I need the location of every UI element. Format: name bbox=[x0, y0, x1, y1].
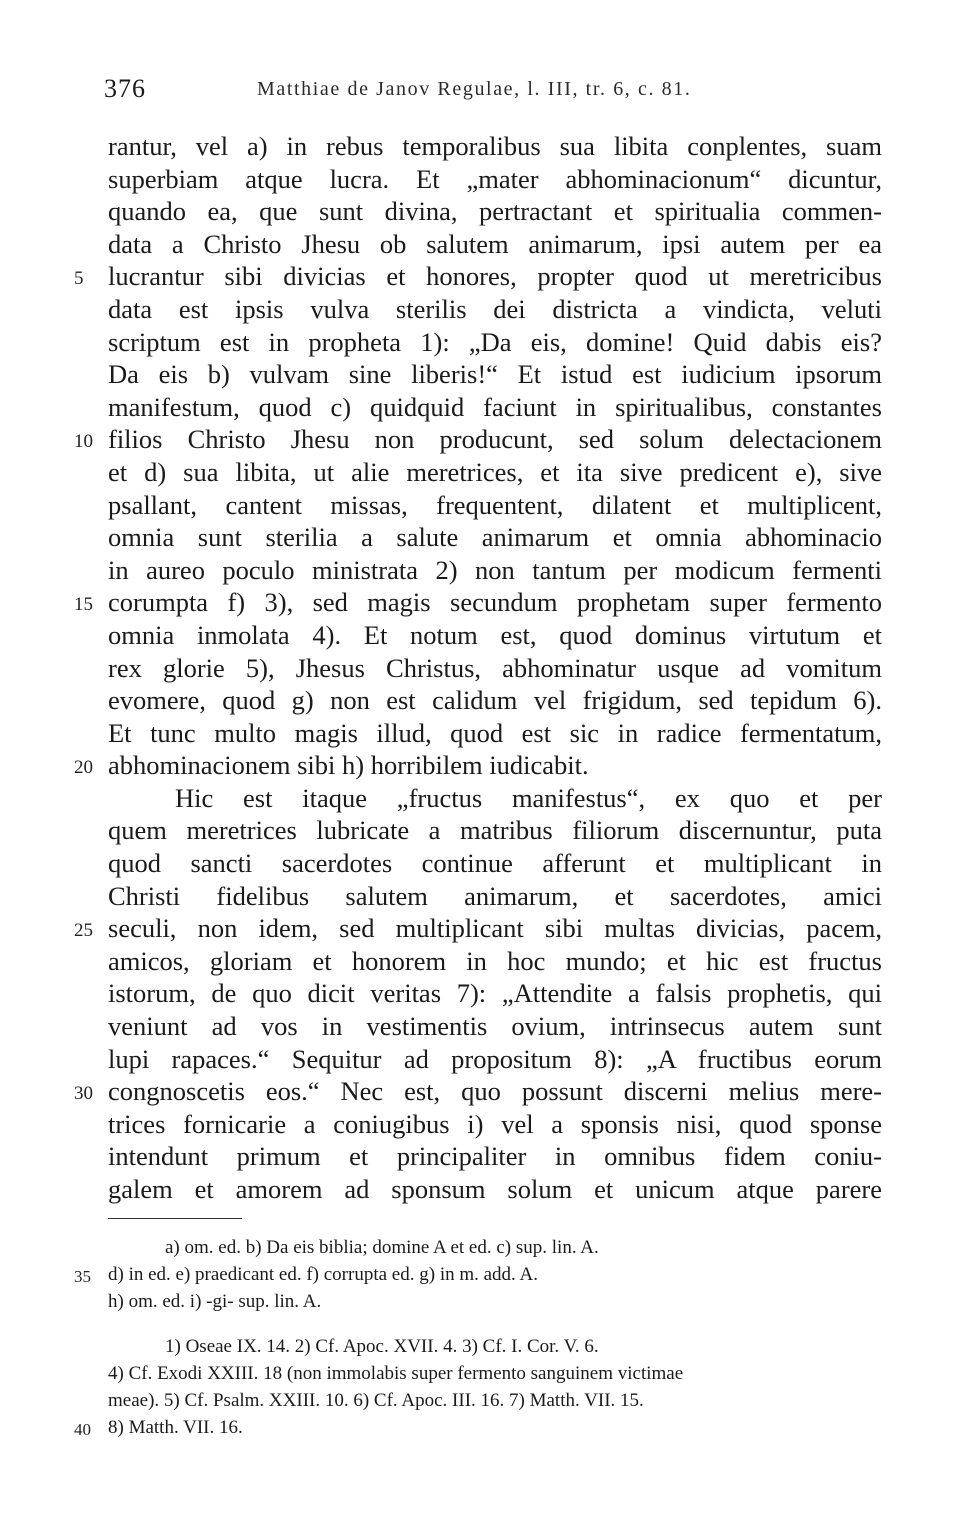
line-text: lucrantur sibi divicias et honores, propter quod ut meretricibus bbox=[108, 261, 882, 292]
line-number: 10 bbox=[74, 431, 93, 453]
line-text: amicos, gloriam et honorem in hoc mundo; et hic est fructus bbox=[108, 945, 882, 976]
line-text: in aureo poculo ministrata 2) non tantum per modicum fermenti bbox=[108, 554, 882, 585]
line-text: Christi fidelibus salutem animarum, et sacerdotes, amici bbox=[108, 880, 882, 911]
line-text: psallant, cantent missas, frequentent, dilatent et multiplicent, bbox=[108, 489, 882, 520]
footnote-line bbox=[0, 1360, 960, 1387]
footnote-line bbox=[0, 1234, 960, 1261]
text-line bbox=[0, 880, 960, 913]
text-line bbox=[0, 814, 960, 847]
footnote-text: h) om. ed. i) -gi- sup. lin. A. bbox=[108, 1291, 322, 1312]
main-text bbox=[0, 130, 960, 1206]
line-number: 20 bbox=[74, 757, 93, 779]
line-text: Hic est itaque „fructus manifestus“, ex quo et per bbox=[175, 782, 882, 813]
footnote-text: 8) Matth. VII. 16. bbox=[108, 1417, 243, 1438]
text-line bbox=[0, 1140, 960, 1173]
text-line bbox=[0, 1075, 960, 1108]
text-line bbox=[0, 619, 960, 652]
text-line bbox=[0, 195, 960, 228]
variant-notes bbox=[0, 1234, 960, 1315]
line-number: 25 bbox=[74, 920, 93, 942]
text-line bbox=[0, 749, 960, 782]
line-text: intendunt primum et principaliter in omnibus fidem coniu- bbox=[108, 1141, 882, 1172]
running-title: Matthiae de Janov Regulae, l. III, tr. 6, c. 81. bbox=[257, 78, 692, 100]
page-number: 376 bbox=[104, 74, 146, 103]
line-number: 40 bbox=[74, 1420, 91, 1439]
text-line bbox=[0, 456, 960, 489]
line-text: quod sancti sacerdotes continue afferunt et multiplicant in bbox=[108, 848, 882, 879]
footnote-text: meae). 5) Cf. Psalm. XXIII. 10. 6) Cf. Apoc. III. 16. 7) Matth. VII. 15. bbox=[108, 1390, 644, 1411]
footnote-text: a) om. ed. b) Da eis biblia; domine A et ed. c) sup. lin. A. bbox=[165, 1237, 599, 1258]
line-number: 30 bbox=[74, 1083, 93, 1105]
text-line bbox=[0, 684, 960, 717]
text-line bbox=[0, 1010, 960, 1043]
line-text: scriptum est in propheta 1): „Da eis, domine! Quid dabis eis? bbox=[108, 326, 882, 357]
line-text: data est ipsis vulva sterilis dei districta a vindicta, veluti bbox=[108, 293, 882, 324]
text-line bbox=[0, 228, 960, 261]
line-text: veniunt ad vos in vestimentis ovium, intrinsecus autem sunt bbox=[108, 1011, 882, 1042]
line-text: rantur, vel a) in rebus temporalibus sua libita conplentes, suam bbox=[108, 131, 882, 161]
line-text: trices fornicarie a coniugibus i) vel a sponsis nisi, quod sponse bbox=[108, 1108, 882, 1139]
text-line bbox=[0, 391, 960, 424]
line-number: 35 bbox=[74, 1267, 91, 1286]
footnote-line bbox=[0, 1261, 960, 1288]
line-text: quando ea, que sunt divina, pertractant et spiritualia commen- bbox=[108, 196, 882, 227]
text-line bbox=[0, 586, 960, 619]
text-line bbox=[0, 326, 960, 359]
line-number: 15 bbox=[74, 594, 93, 616]
text-line bbox=[0, 1043, 960, 1076]
footnote-text: 1) Oseae IX. 14. 2) Cf. Apoc. XVII. 4. 3) Cf. I. Cor. V. 6. bbox=[165, 1336, 599, 1357]
line-text: omnia sunt sterilia a salute animarum et omnia abhominacio bbox=[108, 522, 882, 553]
line-text: abhominacionem sibi h) horribilem iudicabit. bbox=[108, 750, 589, 781]
line-text: Et tunc multo magis illud, quod est sic in radice fermentatum, bbox=[108, 717, 882, 748]
text-line bbox=[0, 1173, 960, 1206]
text-line bbox=[0, 1108, 960, 1141]
text-line bbox=[0, 163, 960, 196]
footnote-rule bbox=[108, 1218, 242, 1219]
footnote-text: 4) Cf. Exodi XXIII. 18 (non immolabis super fermento sanguinem victimae bbox=[108, 1363, 684, 1384]
footnotes bbox=[0, 1234, 960, 1441]
text-line bbox=[0, 782, 960, 815]
footnote-text: d) in ed. e) praedicant ed. f) corrupta ed. g) in m. add. A. bbox=[108, 1264, 538, 1285]
page-header bbox=[0, 74, 960, 104]
line-text: rex glorie 5), Jhesus Christus, abhominatur usque ad vomitum bbox=[108, 652, 882, 683]
text-line bbox=[0, 652, 960, 685]
line-text: congnoscetis eos.“ Nec est, quo possunt discerni melius mere- bbox=[108, 1076, 882, 1107]
line-text: lupi rapaces.“ Sequitur ad propositum 8): „A fructibus eorum bbox=[108, 1043, 882, 1074]
text-line bbox=[0, 847, 960, 880]
text-line bbox=[0, 717, 960, 750]
text-line bbox=[0, 489, 960, 522]
footnote-line bbox=[0, 1414, 960, 1441]
text-line bbox=[0, 293, 960, 326]
line-text: manifestum, quod c) quidquid faciunt in spiritualibus, constantes bbox=[108, 391, 882, 422]
line-number: 5 bbox=[74, 268, 84, 290]
source-notes bbox=[0, 1333, 960, 1441]
text-line bbox=[0, 521, 960, 554]
text-line bbox=[0, 977, 960, 1010]
footnote-line bbox=[0, 1333, 960, 1360]
footnote-line bbox=[0, 1387, 960, 1414]
text-line bbox=[0, 945, 960, 978]
line-text: seculi, non idem, sed multiplicant sibi multas divicias, pacem, bbox=[108, 913, 882, 944]
line-text: galem et amorem ad sponsum solum et unicum atque parere bbox=[108, 1174, 882, 1204]
line-text: Da eis b) vulvam sine liberis!“ Et istud est iudicium ipsorum bbox=[108, 359, 882, 390]
line-text: corumpta f) 3), sed magis secundum prophetam super fermento bbox=[108, 587, 882, 618]
line-text: omnia inmolata 4). Et notum est, quod dominus virtutum et bbox=[108, 619, 882, 650]
line-text: filios Christo Jhesu non producunt, sed solum delectacionem bbox=[108, 424, 882, 455]
line-text: data a Christo Jhesu ob salutem animarum, ipsi autem per ea bbox=[108, 228, 882, 259]
text-line bbox=[0, 912, 960, 945]
text-line bbox=[0, 423, 960, 456]
line-text: istorum, de quo dicit veritas 7): „Attendite a falsis prophetis, qui bbox=[108, 978, 882, 1009]
line-text: et d) sua libita, ut alie meretrices, et ita sive predicent e), sive bbox=[108, 456, 882, 487]
text-line bbox=[0, 358, 960, 391]
text-line bbox=[0, 130, 960, 163]
text-line bbox=[0, 554, 960, 587]
footnote-line bbox=[0, 1288, 960, 1315]
line-text: quem meretrices lubricate a matribus filiorum discernuntur, puta bbox=[108, 815, 882, 846]
line-text: superbiam atque lucra. Et „mater abhominacionum“ dicuntur, bbox=[108, 163, 882, 194]
text-line bbox=[0, 260, 960, 293]
line-text: evomere, quod g) non est calidum vel frigidum, sed tepidum 6). bbox=[108, 685, 882, 716]
